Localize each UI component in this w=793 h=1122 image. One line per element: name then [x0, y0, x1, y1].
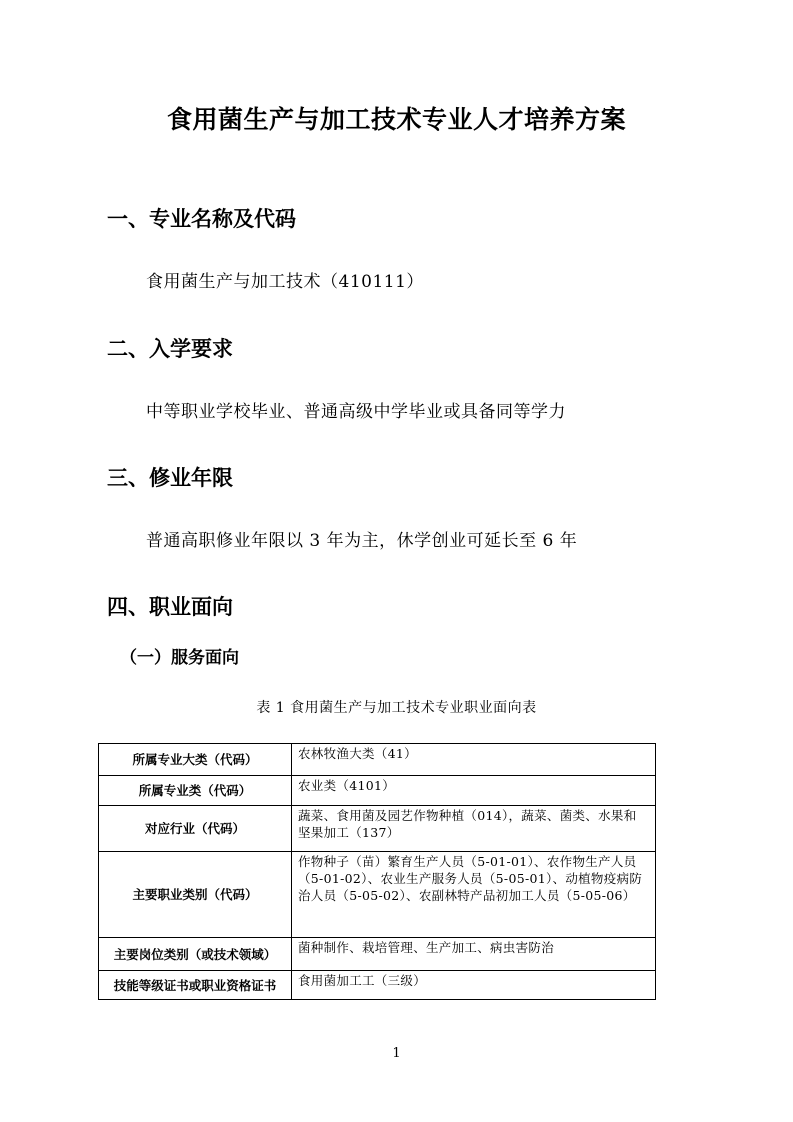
- table-row-value: 农林牧渔大类（41）: [292, 744, 656, 776]
- table-row: [99, 744, 656, 776]
- section-heading-career: 四、职业面向: [107, 595, 233, 619]
- table-row-value: 蔬菜、食用菌及园艺作物种植（014），蔬菜、菌类、水果和坚果加工（137）: [292, 806, 656, 852]
- table-row: [99, 776, 656, 806]
- table-row: [99, 938, 656, 971]
- table-caption: 表 1 食用菌生产与加工技术专业职业面向表: [256, 700, 537, 716]
- table-row-value: 农业类（4101）: [292, 776, 656, 806]
- table-row-label: 对应行业（代码）: [99, 806, 292, 852]
- document-title: 食用菌生产与加工技术专业人才培养方案: [166, 105, 626, 134]
- table-row-label: 主要岗位类别（或技术领域）: [99, 938, 292, 971]
- section-heading-major-name: 一、专业名称及代码: [107, 207, 296, 231]
- subsection-heading-service: （一）服务面向: [120, 648, 239, 668]
- section-text-admission: 中等职业学校毕业、普通高级中学毕业或具备同等学力: [146, 402, 566, 422]
- table-row-value: 作物种子（苗）繁育生产人员（5-01-01）、农作物生产人员（5-01-02）、农业生产服务人员（5-05-01）、动植物疫病防治人员（5-05-02）、农副林特产品初加工人员（5-05-06）: [292, 852, 656, 938]
- section-heading-admission: 二、入学要求: [107, 337, 233, 361]
- page-number: 1: [392, 1046, 401, 1061]
- table-row-label: 所属专业大类（代码）: [99, 744, 292, 776]
- table-row: [99, 806, 656, 852]
- table-row-label: 技能等级证书或职业资格证书: [99, 971, 292, 1000]
- table-row-label: 所属专业类（代码）: [99, 776, 292, 806]
- table-row-value: 菌种制作、栽培管理、生产加工、病虫害防治: [292, 938, 656, 971]
- career-orientation-table: [98, 743, 656, 1000]
- section-text-duration: 普通高职修业年限以 3 年为主，休学创业可延长至 6 年: [146, 531, 578, 551]
- table-row: [99, 852, 656, 938]
- section-heading-duration: 三、修业年限: [107, 466, 233, 490]
- table-row-label: 主要职业类别（代码）: [99, 852, 292, 938]
- table-row-value: 食用菌加工工（三级）: [292, 971, 656, 1000]
- section-text-major-name: 食用菌生产与加工技术（410111）: [146, 272, 424, 292]
- table-row: [99, 971, 656, 1000]
